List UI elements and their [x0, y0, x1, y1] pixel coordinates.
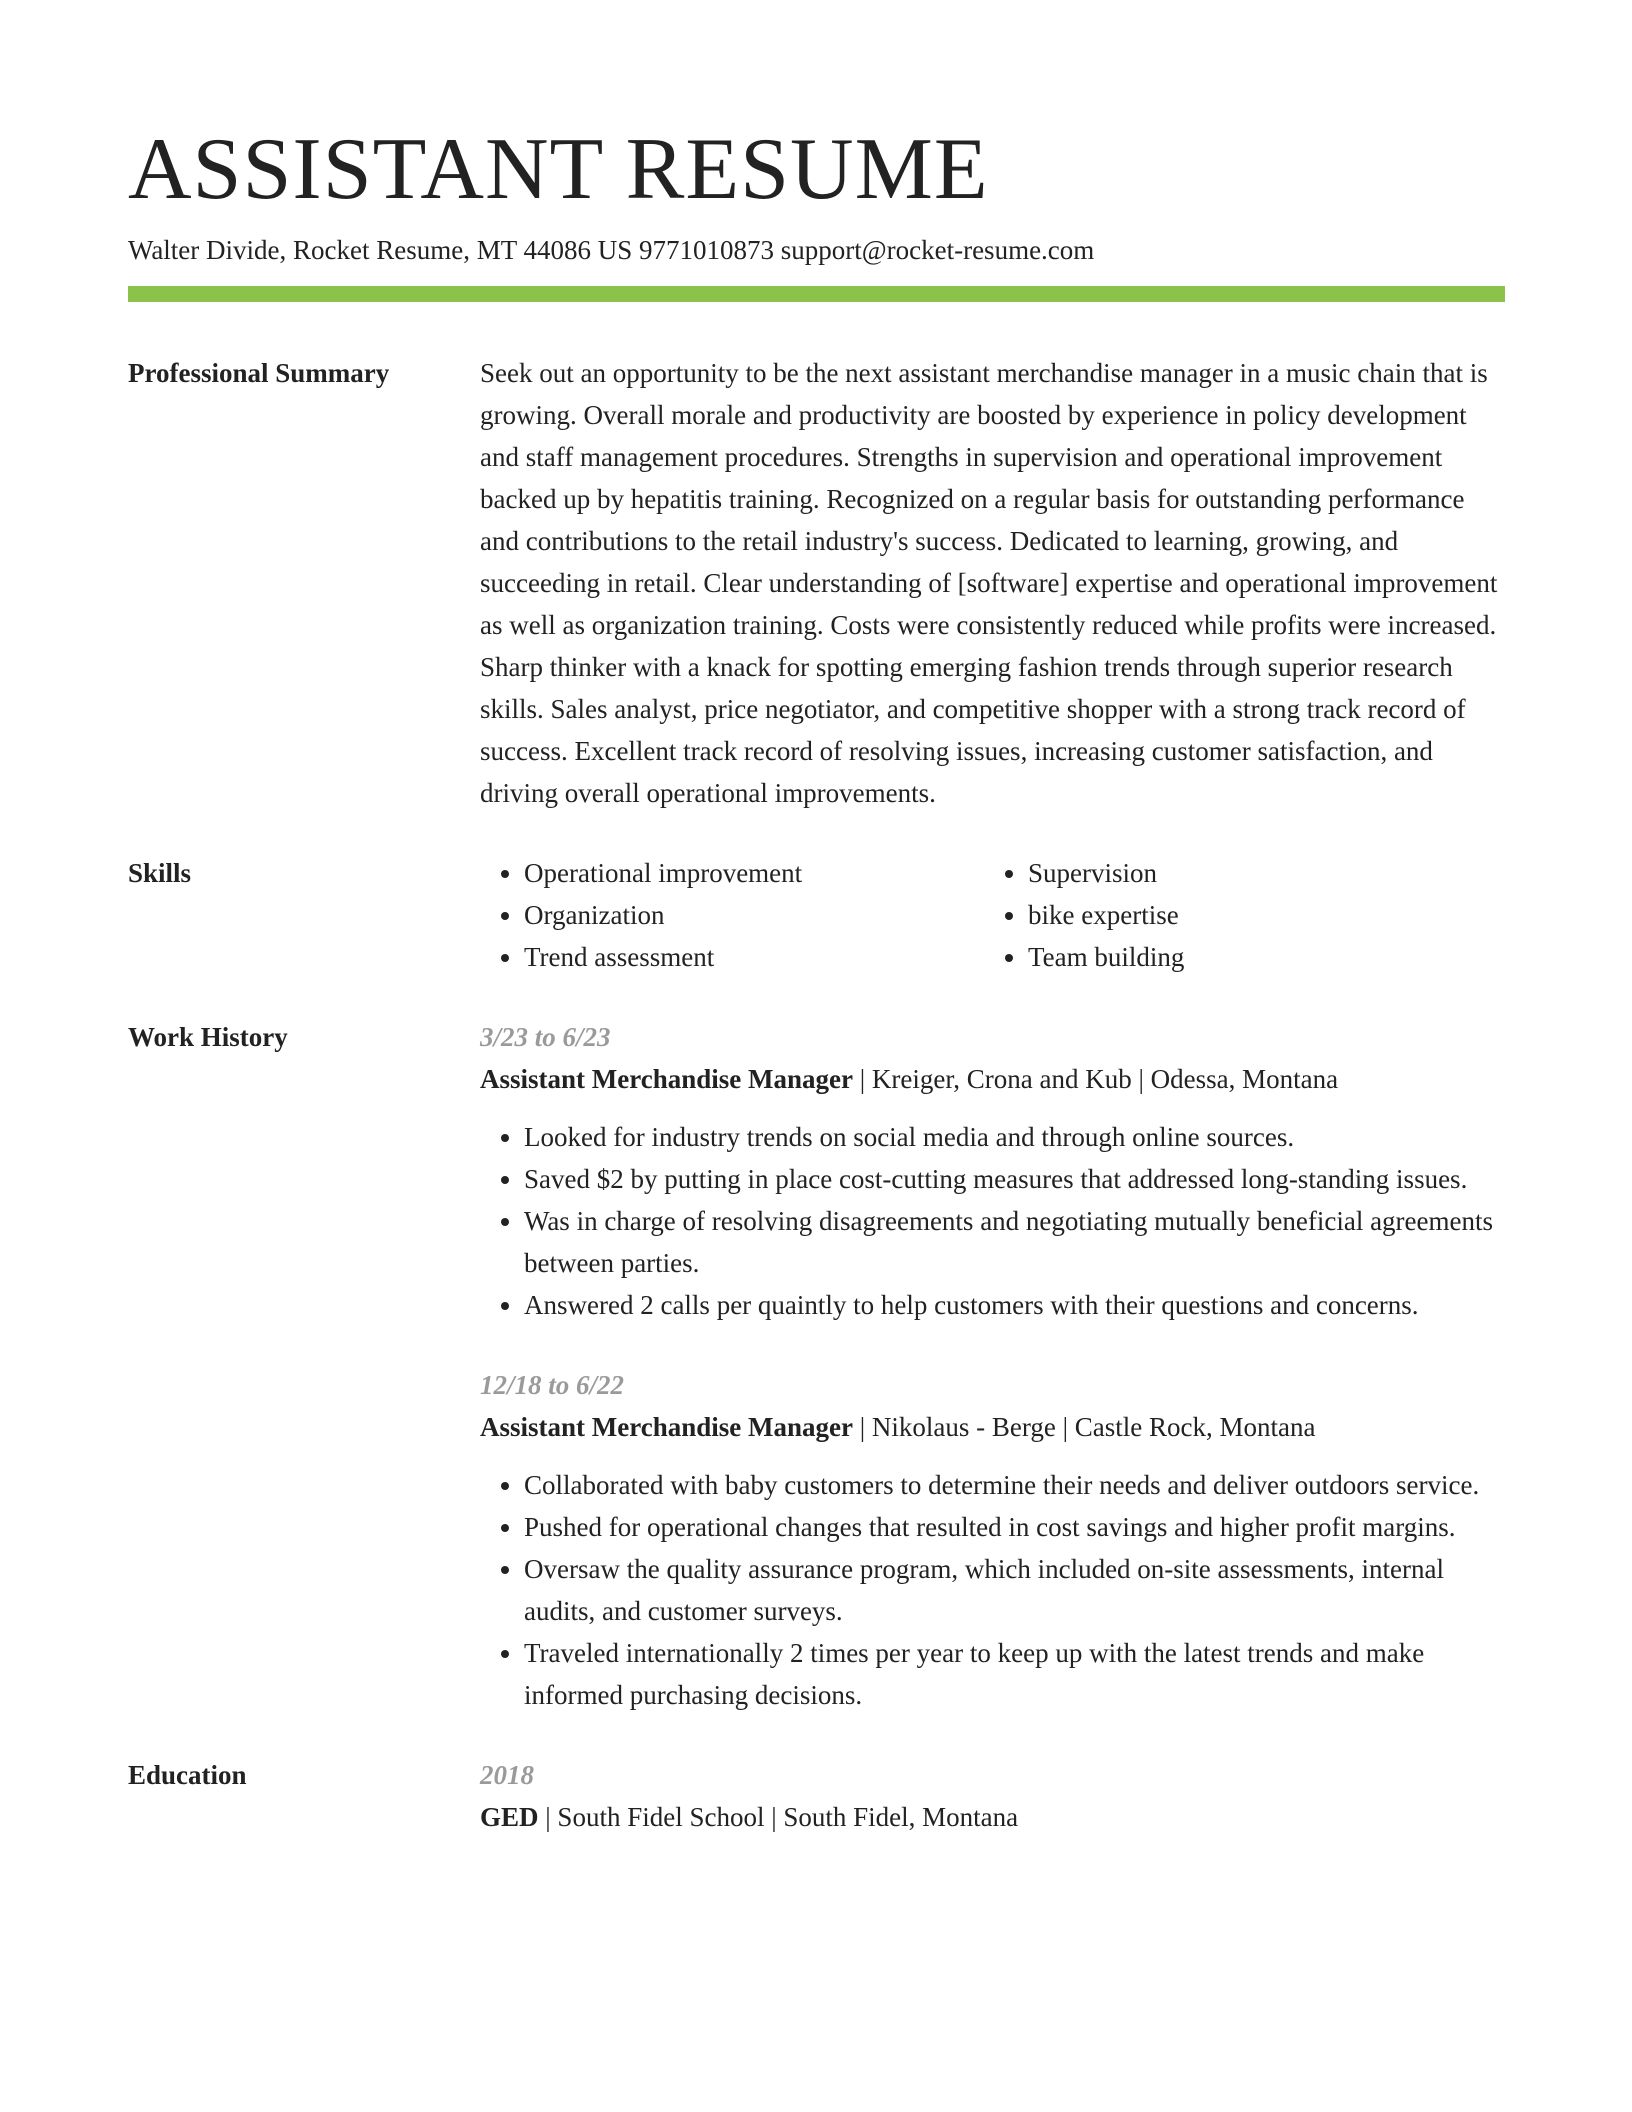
separator: [1132, 1064, 1151, 1094]
job-bullets: [480, 1116, 1505, 1326]
education-degree: GED: [480, 1802, 539, 1832]
skills-list: [480, 852, 1505, 978]
education-entry: [480, 1754, 1505, 1838]
skills-section: [128, 852, 1505, 978]
contact-line: [128, 230, 1505, 270]
separator: [853, 1064, 872, 1094]
job-dates: 3/23 to 6/23: [480, 1022, 611, 1052]
education-heading: [480, 1796, 1505, 1838]
contact-phone: 9771010873: [639, 235, 775, 265]
skills-column-left: [480, 852, 984, 978]
job-entry: [480, 1016, 1505, 1326]
job-bullet: • Collaborated with baby customers to determine their needs and deliver outdoors service.: [524, 1464, 1505, 1506]
contact-email: support@rocket-resume.com: [780, 235, 1095, 265]
separator: [853, 1412, 872, 1442]
skills-column-right: [984, 852, 1498, 978]
education-year: 2018: [480, 1760, 534, 1790]
separator: [1056, 1412, 1075, 1442]
job-company: Nikolaus - Berge: [871, 1412, 1056, 1442]
job-bullet: • Traveled internationally 2 times per year to keep up with the latest trends and make informed purchasing decisions.: [524, 1632, 1505, 1716]
contact-address: Walter Divide, Rocket Resume, MT 44086 US: [128, 235, 633, 265]
education-section: [128, 1754, 1505, 1838]
job-bullet: • Looked for industry trends on social media and through online sources.: [524, 1116, 1505, 1158]
summary-section: [128, 352, 1505, 814]
job-bullet: • Oversaw the quality assurance program, which included on-site assessments, internal audits, and customer surveys.: [524, 1548, 1505, 1632]
section-label-skills: Skills: [128, 858, 192, 888]
job-dates: 12/18 to 6/22: [480, 1370, 625, 1400]
job-title: Assistant Merchandise Manager: [480, 1412, 853, 1442]
section-label-work: Work History: [128, 1022, 288, 1052]
job-bullet: • Was in charge of resolving disagreements and negotiating mutually beneficial agreements between parties.: [524, 1200, 1505, 1284]
work-history-list: [480, 1016, 1505, 1716]
accent-divider: [128, 286, 1505, 302]
job-heading: [480, 1058, 1505, 1100]
summary-text: Seek out an opportunity to be the next assistant merchandise manager in a music chain that is growing. Overall morale and productivity are boosted by experience in policy development and staff management procedures. Strengths in supervision and operational improvement backed up by hepatitis training. Recognized on a regular basis for outstanding performance and contributions to the retail industry's success. Dedicated to learning, growing, and succeeding in retail. Clear understanding of [software] expertise and operational improvement as well as organization training. Costs were consistently reduced while profits were increased. Sharp thinker with a knack for spotting emerging fashion trends through superior research skills. Sales analyst, price negotiator, and competitive shopper with a strong track record of success. Excellent track record of resolving issues, increasing customer satisfaction, and driving overall operational improvements.: [480, 358, 1498, 808]
job-title: Assistant Merchandise Manager: [480, 1064, 853, 1094]
resume-page: [128, 120, 1505, 1838]
education-school: South Fidel School: [557, 1802, 765, 1832]
separator: [764, 1802, 783, 1832]
skill-item: • bike expertise: [1028, 894, 1498, 936]
resume-title: ASSISTANT RESUME: [128, 121, 989, 218]
section-label-education: Education: [128, 1760, 247, 1790]
job-bullet: • Answered 2 calls per quaintly to help customers with their questions and concerns.: [524, 1284, 1505, 1326]
skill-item: • Team building: [1028, 936, 1498, 978]
job-heading: [480, 1406, 1505, 1448]
skill-item: • Organization: [524, 894, 984, 936]
separator: [539, 1802, 558, 1832]
job-bullet: • Saved $2 by putting in place cost-cutting measures that addressed long-standing issues.: [524, 1158, 1505, 1200]
job-bullets: [480, 1464, 1505, 1716]
section-label-summary: Professional Summary: [128, 358, 390, 388]
job-location: Castle Rock, Montana: [1074, 1412, 1316, 1442]
work-history-section: [128, 1016, 1505, 1716]
skill-item: • Trend assessment: [524, 936, 984, 978]
job-entry: [480, 1364, 1505, 1716]
skill-item: • Supervision: [1028, 852, 1498, 894]
job-location: Odessa, Montana: [1150, 1064, 1339, 1094]
skill-item: • Operational improvement: [524, 852, 984, 894]
job-company: Kreiger, Crona and Kub: [871, 1064, 1132, 1094]
job-bullet: • Pushed for operational changes that resulted in cost savings and higher profit margins.: [524, 1506, 1505, 1548]
education-location: South Fidel, Montana: [783, 1802, 1019, 1832]
